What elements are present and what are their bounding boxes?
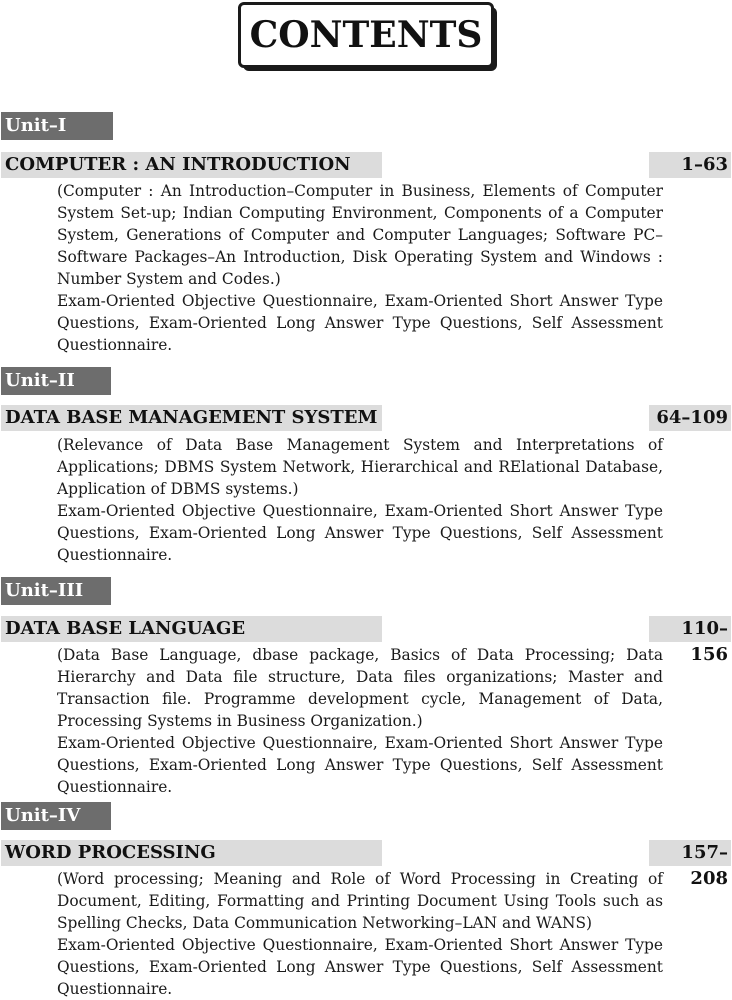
chapter-description: (Word processing; Meaning and Role of Word Processing in Creating of Document, Editing, Formatting and Printing Document Using Tools such as Spelling Checks, Data Communication Networking–LAN and WANS) (57, 870, 663, 932)
chapter-questions: Exam-Oriented Objective Questionnaire, Exam-Oriented Short Answer Type Questions, Exam-Oriented Long Answer Type Questions, Self Assessment Questionnaire. (57, 936, 663, 998)
unit-label: Unit–II (1, 367, 111, 395)
page-title-frame (238, 2, 494, 68)
unit-label: Unit–IV (1, 802, 111, 830)
chapter-pages: 110–156 (649, 616, 731, 642)
chapter-pages: 157–208 (649, 840, 731, 866)
unit-label: Unit–III (1, 577, 111, 605)
chapter-title: DATA BASE MANAGEMENT SYSTEM (1, 405, 382, 431)
chapter-questions: Exam-Oriented Objective Questionnaire, Exam-Oriented Short Answer Type Questions, Exam-Oriented Long Answer Type Questions, Self Assessment Questionnaire. (57, 292, 663, 354)
chapter-pages: 64–109 (649, 405, 731, 431)
chapter-description: (Computer : An Introduction–Computer in Business, Elements of Computer System Set-up; Indian Computing Environment, Components of a Computer System, Generations of Computer and Computer Languages; Software PC–Software Packages–An Introduction, Disk Operating System and Windows : Number System and Codes.) (57, 182, 663, 288)
chapter-title: WORD PROCESSING (1, 840, 382, 866)
chapter-questions: Exam-Oriented Objective Questionnaire, Exam-Oriented Short Answer Type Questions, Exam-Oriented Long Answer Type Questions, Self Assessment Questionnaire. (57, 734, 663, 796)
chapter-description: (Relevance of Data Base Management System and Interpretations of Applications; DBMS System Network, Hierarchical and RElational Database, Application of DBMS systems.) (57, 436, 663, 498)
chapter-questions: Exam-Oriented Objective Questionnaire, Exam-Oriented Short Answer Type Questions, Exam-Oriented Long Answer Type Questions, Self Assessment Questionnaire. (57, 502, 663, 564)
page-title: CONTENTS (238, 2, 494, 68)
chapter-title: DATA BASE LANGUAGE (1, 616, 382, 642)
chapter-description: (Data Base Language, dbase package, Basics of Data Processing; Data Hierarchy and Data file structure, Data files organizations; Master and Transaction file. Programme development cycle, Management of Data, Processing Systems in Business Organization.) (57, 646, 663, 730)
chapter-pages: 1–63 (649, 152, 731, 178)
chapter-title: COMPUTER : AN INTRODUCTION (1, 152, 382, 178)
unit-label: Unit–I (1, 112, 113, 140)
